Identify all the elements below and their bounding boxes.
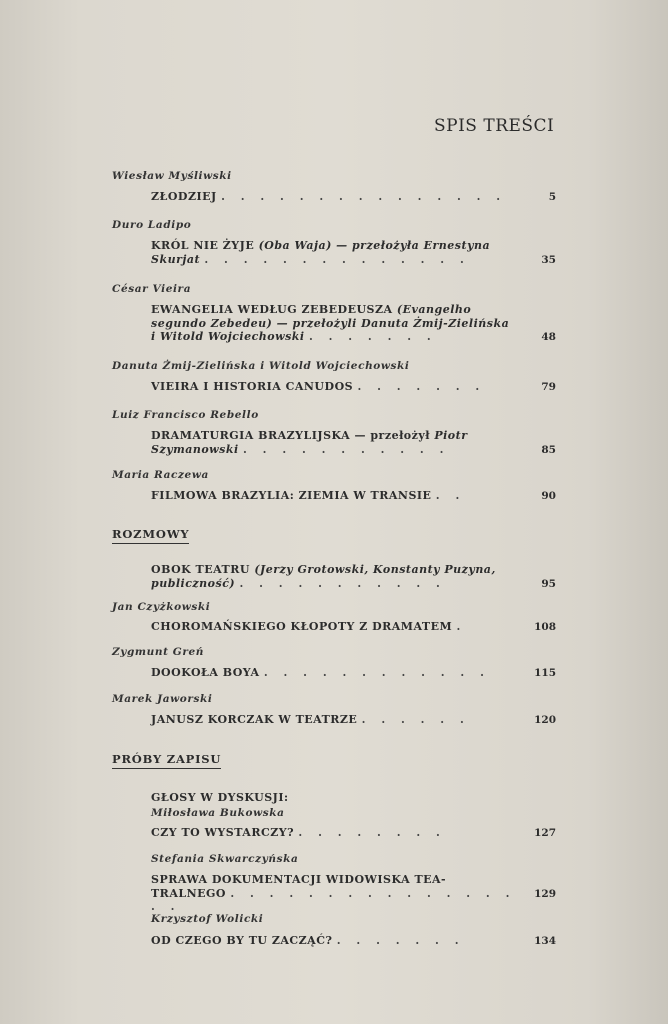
entry-page-number: 85 (541, 444, 556, 456)
entry-author: Luiz Francisco Rebello (112, 409, 259, 421)
entry-page-number: 90 (541, 490, 556, 502)
entry-page-number: 115 (534, 667, 556, 679)
entry-title: SPRAWA DOKUMENTACJI WIDOWISKA TEA- TRALNEGO . . . . . . . . . . . . . . . . . (151, 873, 516, 913)
entry-page-number: 108 (534, 621, 556, 633)
entry-title: ZŁODZIEJ . . . . . . . . . . . . . . . (151, 190, 507, 203)
subsection-heading: GŁOSY W DYSKUSJI: (151, 791, 289, 804)
entry-author: Danuta Żmij-Zielińska i Witold Wojciechowski (112, 360, 410, 372)
entry-page-number: 95 (541, 578, 556, 590)
entry-author: César Vieira (112, 283, 192, 295)
entry-author: Wiesław Myśliwski (112, 170, 232, 182)
entry-page-number: 79 (541, 381, 556, 393)
entry-title: JANUSZ KORCZAK W TEATRZE . . . . . . (151, 713, 470, 726)
entry-title: CHOROMAŃSKIEGO KŁOPOTY Z DRAMATEM . (151, 620, 467, 633)
entry-author: Stefania Skwarczyńska (151, 853, 299, 865)
entry-page-number: 48 (541, 331, 556, 343)
entry-author: Jan Czyżkowski (112, 601, 211, 613)
entry-author: Duro Ladipo (112, 219, 192, 231)
entry-author: Marek Jaworski (112, 693, 213, 705)
entry-author: Krzysztof Wolicki (151, 913, 264, 925)
entry-title: VIEIRA I HISTORIA CANUDOS . . . . . . . (151, 380, 486, 393)
entry-title: KRÓL NIE ŻYJE (Oba Waja) — przełożyła Ernestyna Skurjat . . . . . . . . . . . . . . (151, 239, 491, 266)
entry-title: CZY TO WYSTARCZY? . . . . . . . . (151, 826, 446, 839)
entry-author: Zygmunt Greń (112, 646, 205, 658)
entry-title: DRAMATURGIA BRAZYLIJSKA — przełożył Piotr Szymanowski . . . . . . . . . . . (151, 429, 468, 456)
entry-author: Miłosława Bukowska (151, 807, 285, 819)
page-title: SPIS TREŚCI (434, 116, 555, 136)
entry-author: Maria Raczewa (112, 469, 209, 481)
entry-page-number: 134 (534, 935, 556, 947)
entry-page-number: 120 (534, 714, 556, 726)
section-heading-rozmowy: ROZMOWY (112, 527, 189, 544)
entry-page-number: 35 (541, 254, 556, 266)
entry-title: OD CZEGO BY TU ZACZĄĆ? . . . . . . . (151, 934, 465, 947)
entry-page-number: 127 (534, 827, 556, 839)
entry-page-number: 5 (548, 191, 556, 203)
entry-title: EWANGELIA WEDŁUG ZEBEDEUSZA (Evangelho segundo Zebedeu) — przełożyli Danuta Żmij-Zielińska i Witold Wojciechowski . . . . . . . (151, 303, 510, 343)
entry-title: OBOK TEATRU (Jerzy Grotowski, Konstanty Puzyna, publiczność) . . . . . . . . . . . (151, 563, 496, 590)
entry-page-number: 129 (534, 888, 556, 900)
entry-title: DOOKOŁA BOYA . . . . . . . . . . . . (151, 666, 490, 679)
section-heading-proby-zapisu: PRÓBY ZAPISU (112, 752, 221, 769)
entry-title: FILMOWA BRAZYLIA: ZIEMIA W TRANSIE . . (151, 489, 466, 502)
